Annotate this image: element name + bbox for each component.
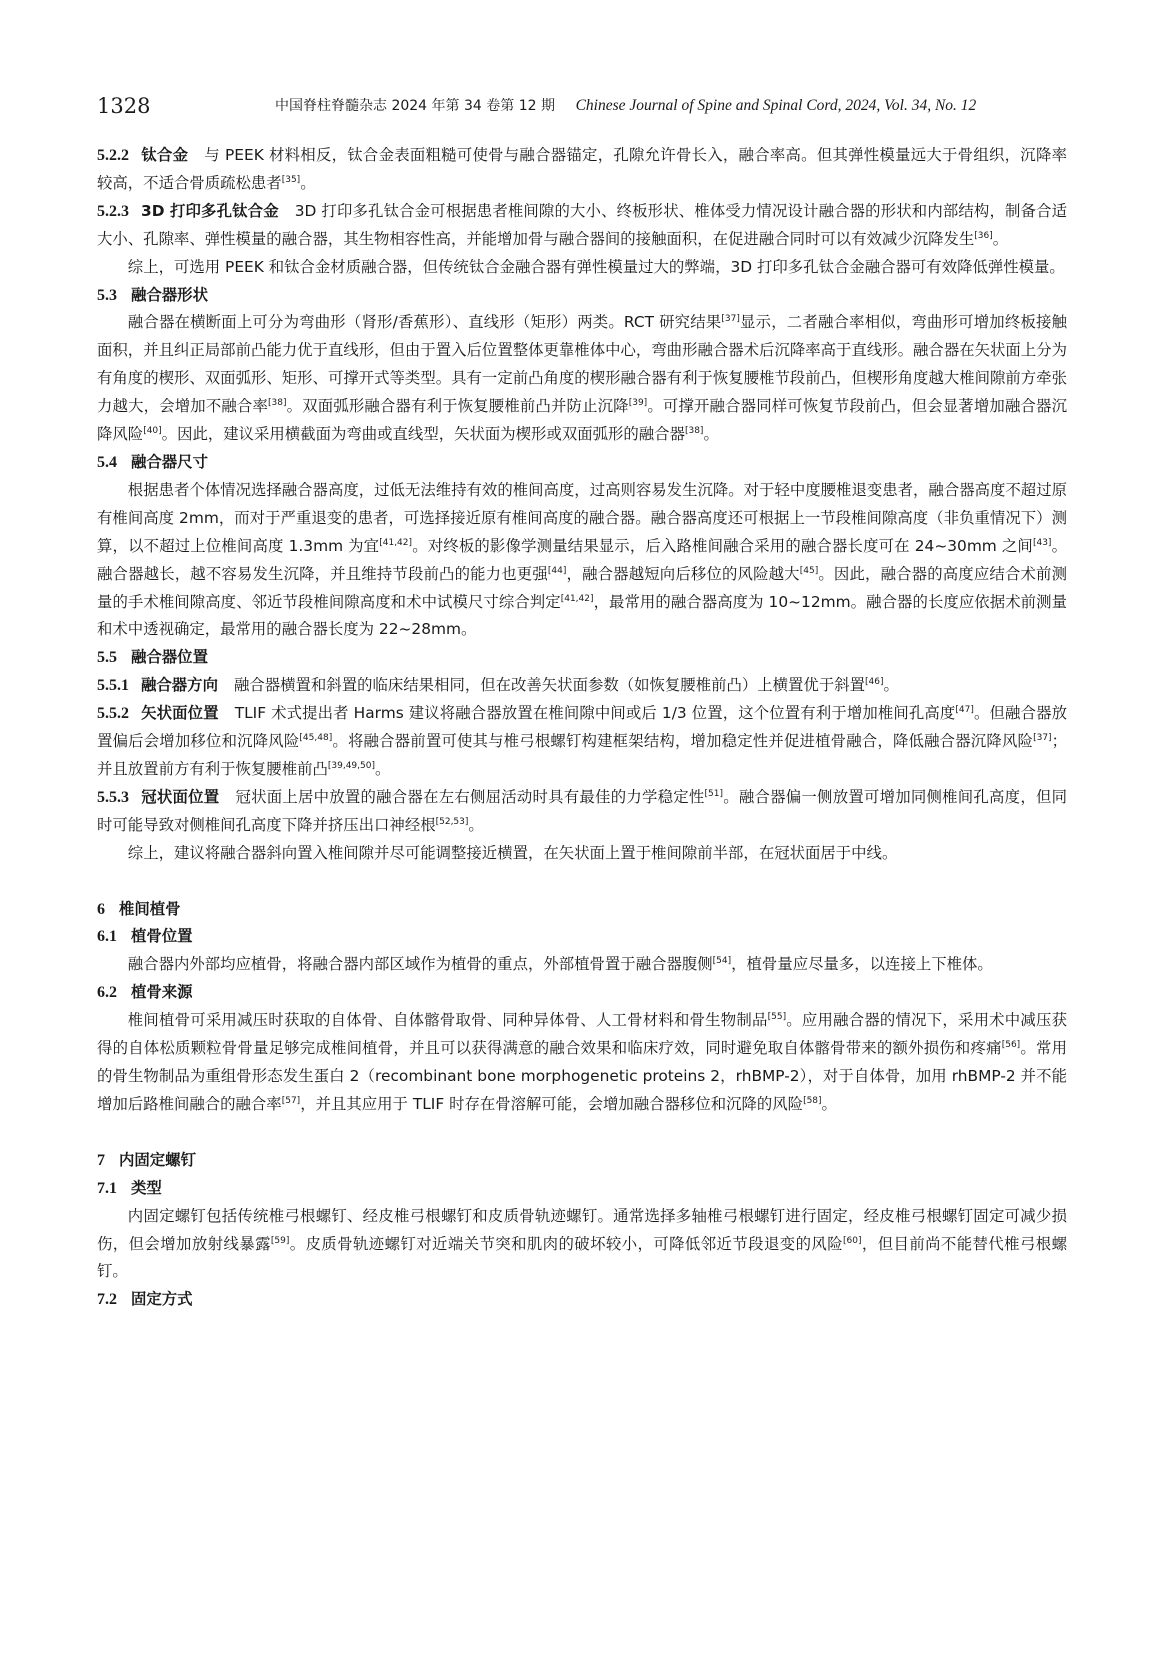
citation: [37] — [721, 314, 740, 325]
section-spacer — [97, 1119, 1067, 1147]
journal-citation — [275, 96, 976, 116]
citation: [39] — [628, 398, 648, 409]
journal-title-en: Chinese Journal of Spine and Spinal Cord, 2024, Vol. 34, No. 12 — [575, 97, 977, 114]
citation: [41,42] — [379, 537, 413, 548]
summary-paragraph: 综上，建议将融合器斜向置入椎间隙并尽可能调整接近横置，在矢状面上置于椎间隙前半部，在冠状面居于中线。 — [127, 843, 898, 862]
section-heading: 5.2.2 钛合金 — [97, 146, 189, 164]
citation: [51] — [704, 788, 723, 799]
citation: [57] — [281, 1095, 301, 1106]
article-body — [97, 142, 1067, 1314]
citation: [60] — [843, 1235, 862, 1246]
section-heading: 5.5.1 融合器方向 — [97, 676, 218, 695]
citation: [56] — [1001, 1039, 1021, 1050]
journal-title-cn: 中国脊柱脊髓杂志 2024 年第 34 卷第 12 期 — [275, 98, 555, 114]
paragraph-6-1: 融合器内外部均应植骨，将融合器内部区域作为植骨的重点，外部植骨置于融合器腹侧[54]，植骨量应尽量多，以连接上下椎体。 — [127, 955, 993, 974]
paragraph-6-2: 椎间植骨可采用减压时获取的自体骨、自体髂骨取骨、同种异体骨、人工骨材料和骨生物制品[55]。应用融合器的情况下，采用术中减压获得的自体松质颗粒骨骨量足够完成椎间植骨，并且可以获得满意的融合效果和临床疗效，同时避免取自体髂骨带来的额外损伤和疼痛[56]。常用的骨生物制品为重组骨形态发生蛋白 2（recombinant bone morphogenetic proteins 2，rhBMP-2），对于自体骨，加用 rhBMP-2 并不能增加后路椎间融合的融合率[57]，并且其应用于 TLIF 时存在骨溶解可能，会增加融合器移位和沉降的风险[58]。 — [97, 1011, 1067, 1113]
citation: [52,53] — [435, 816, 469, 827]
paragraph-text: 与 PEEK 材料相反，钛合金表面粗糙可使骨与融合器锚定，孔隙允许骨长入，融合率高。但其弹性模量远大于骨组织，沉降率较高，不适合骨质疏松患者 — [97, 146, 1067, 192]
section-5-5-2: 5.5.2 矢状面位置 TLIF 术式提出者 Harms 建议将融合器放置在椎间隙中间或后 1/3 位置，这个位置有利于增加椎间孔高度[47]。但融合器放置偏后会增加移位和沉降风险[45,48]。将融合器前置可使其与椎弓根螺钉构建框架结构，增加稳定性并促进植骨融合，降低融合器沉降风险[37]；并且放置前方有利于恢复腰椎前凸[39,49,50]。 — [97, 704, 1067, 778]
citation: [37] — [1033, 732, 1052, 743]
citation: [35] — [281, 174, 301, 185]
section-heading-7-2: 7.2 固定方式 — [97, 1290, 193, 1309]
citation: [45,48] — [299, 732, 333, 743]
citation: [39,49,50] — [327, 760, 375, 771]
citation: [47] — [955, 705, 974, 715]
citation: [38] — [268, 398, 287, 409]
citation: [44] — [547, 565, 567, 576]
citation: [40] — [143, 425, 162, 436]
section-5-2-2: 5.2.2 钛合金 与 PEEK 材料相反，钛合金表面粗糙可使骨与融合器锚定，孔隙允许骨长入，融合率高。但其弹性模量远大于骨组织，沉降率较高，不适合骨质疏松患者[35]。 — [97, 146, 1067, 192]
section-heading: 5.5.3 冠状面位置 — [97, 787, 220, 806]
section-5-5-3: 5.5.3 冠状面位置 冠状面上居中放置的融合器在左右侧屈活动时具有最佳的力学稳定性[51]。融合器偏一侧放置可增加同侧椎间孔高度，但同时可能导致对侧椎间孔高度下降并挤压出口神经根[52,53]。 — [97, 787, 1067, 834]
citation: [55] — [767, 1012, 787, 1023]
section-heading: 5.2.3 3D 打印多孔钛合金 — [97, 201, 279, 220]
citation: [36] — [974, 230, 993, 241]
citation: [38] — [684, 425, 704, 436]
section-heading-5-5: 5.5 融合器位置 — [97, 648, 208, 667]
paragraph-7-1: 内固定螺钉包括传统椎弓根螺钉、经皮椎弓根螺钉和皮质骨轨迹螺钉。通常选择多轴椎弓根螺钉进行固定，经皮椎弓根螺钉固定可减少损伤，但会增加放射线暴露[59]。皮质骨轨迹螺钉对近端关节突和肌肉的破坏较小，可降低邻近节段退变的风险[60]，但目前尚不能替代椎弓根螺钉。 — [97, 1206, 1067, 1281]
section-heading-6-1: 6.1 植骨位置 — [97, 927, 193, 946]
page-number: 1328 — [97, 94, 151, 118]
section-spacer — [97, 868, 1067, 896]
section-heading-6-2: 6.2 植骨来源 — [97, 983, 193, 1002]
citation: [54] — [712, 956, 732, 967]
paragraph-5-3: 融合器在横断面上可分为弯曲形（肾形/香蕉形）、直线形（矩形）两类。RCT 研究结果[37]显示，二者融合率相似，弯曲形可增加终板接触面积，并且纠正局部前凸能力优于直线形，但由于置入后位置整体更靠椎体中心，弯曲形融合器术后沉降率高于直线形。融合器在矢状面上分为有角度的楔形、双面弧形、矩形、可撑开式等类型。具有一定前凸角度的楔形融合器有利于恢复腰椎节段前凸，但楔形角度越大椎间隙前方牵张力越大，会增加不融合率[38]。双面弧形融合器有利于恢复腰椎前凸并防止沉降[39]。可撑开融合器同样可恢复节段前凸，但会显著增加融合器沉降风险[40]。因此，建议采用横截面为弯曲或直线型，矢状面为楔形或双面弧形的融合器[38]。 — [97, 313, 1067, 444]
section-5-5-1: 5.5.1 融合器方向 融合器横置和斜置的临床结果相同，但在改善矢状面参数（如恢复腰椎前凸）上横置优于斜置[46]。 — [97, 676, 899, 695]
citation: [59] — [270, 1235, 290, 1246]
section-heading: 5.5.2 矢状面位置 — [97, 704, 219, 723]
section-heading-5-3: 5.3 融合器形状 — [97, 285, 208, 304]
section-heading-7: 7 内固定螺钉 — [97, 1150, 196, 1169]
citation: [45] — [799, 565, 819, 576]
paragraph-5-4: 根据患者个体情况选择融合器高度，过低无法维持有效的椎间高度，过高则容易发生沉降。对于轻中度腰椎退变患者，融合器高度不超过原有椎间高度 2mm，而对于严重退变的患者，可选择接近原有椎间高度的融合器。融合器高度还可根据上一节段椎间隙高度（非负重情况下）测算，以不超过上位椎间高度 1.3mm 为宜[41,42]。对终板的影像学测量结果显示，后入路椎间融合采用的融合器长度可在 24~30mm 之间[43]。融合器越长，越不容易发生沉降，并且维持节段前凸的能力也更强[44]，融合器越短向后移位的风险越大[45]。因此，融合器的高度应结合术前测量的手术椎间隙高度、邻近节段椎间隙高度和术中试模尺寸综合判定[41,42]，最常用的融合器高度为 10~12mm。融合器的长度应依据术前测量和术中透视确定，最常用的融合器长度为 22~28mm。 — [97, 480, 1067, 639]
section-heading-5-4: 5.4 融合器尺寸 — [97, 452, 208, 471]
citation: [46] — [865, 677, 884, 688]
summary-paragraph: 综上，可选用 PEEK 和钛合金材质融合器，但传统钛合金融合器有弹性模量过大的弊端，3D 打印多孔钛合金融合器可有效降低弹性模量。 — [127, 257, 1065, 276]
citation: [41,42] — [560, 593, 594, 604]
section-heading-7-1: 7.1 类型 — [97, 1178, 162, 1197]
citation: [58] — [803, 1095, 822, 1106]
section-heading-6: 6 椎间植骨 — [97, 899, 181, 918]
citation: [43] — [1032, 537, 1052, 548]
paragraph-text: 3D 打印多孔钛合金可根据患者椎间隙的大小、终板形状、椎体受力情况设计融合器的形状和内部结构，制备合适大小、孔隙率、弹性模量的融合器，其生物相容性高，并能增加骨与融合器间的接触面积，在促进融合同时可以有效减少沉降发生 — [97, 201, 1068, 248]
section-5-2-3: 5.2.3 3D 打印多孔钛合金 3D 打印多孔钛合金可根据患者椎间隙的大小、终板形状、椎体受力情况设计融合器的形状和内部结构，制备合适大小、孔隙率、弹性模量的融合器，其生物相容性高，并能增加骨与融合器间的接触面积，在促进融合同时可以有效减少沉降发生[36]。 — [97, 201, 1068, 248]
running-header — [97, 93, 1057, 123]
